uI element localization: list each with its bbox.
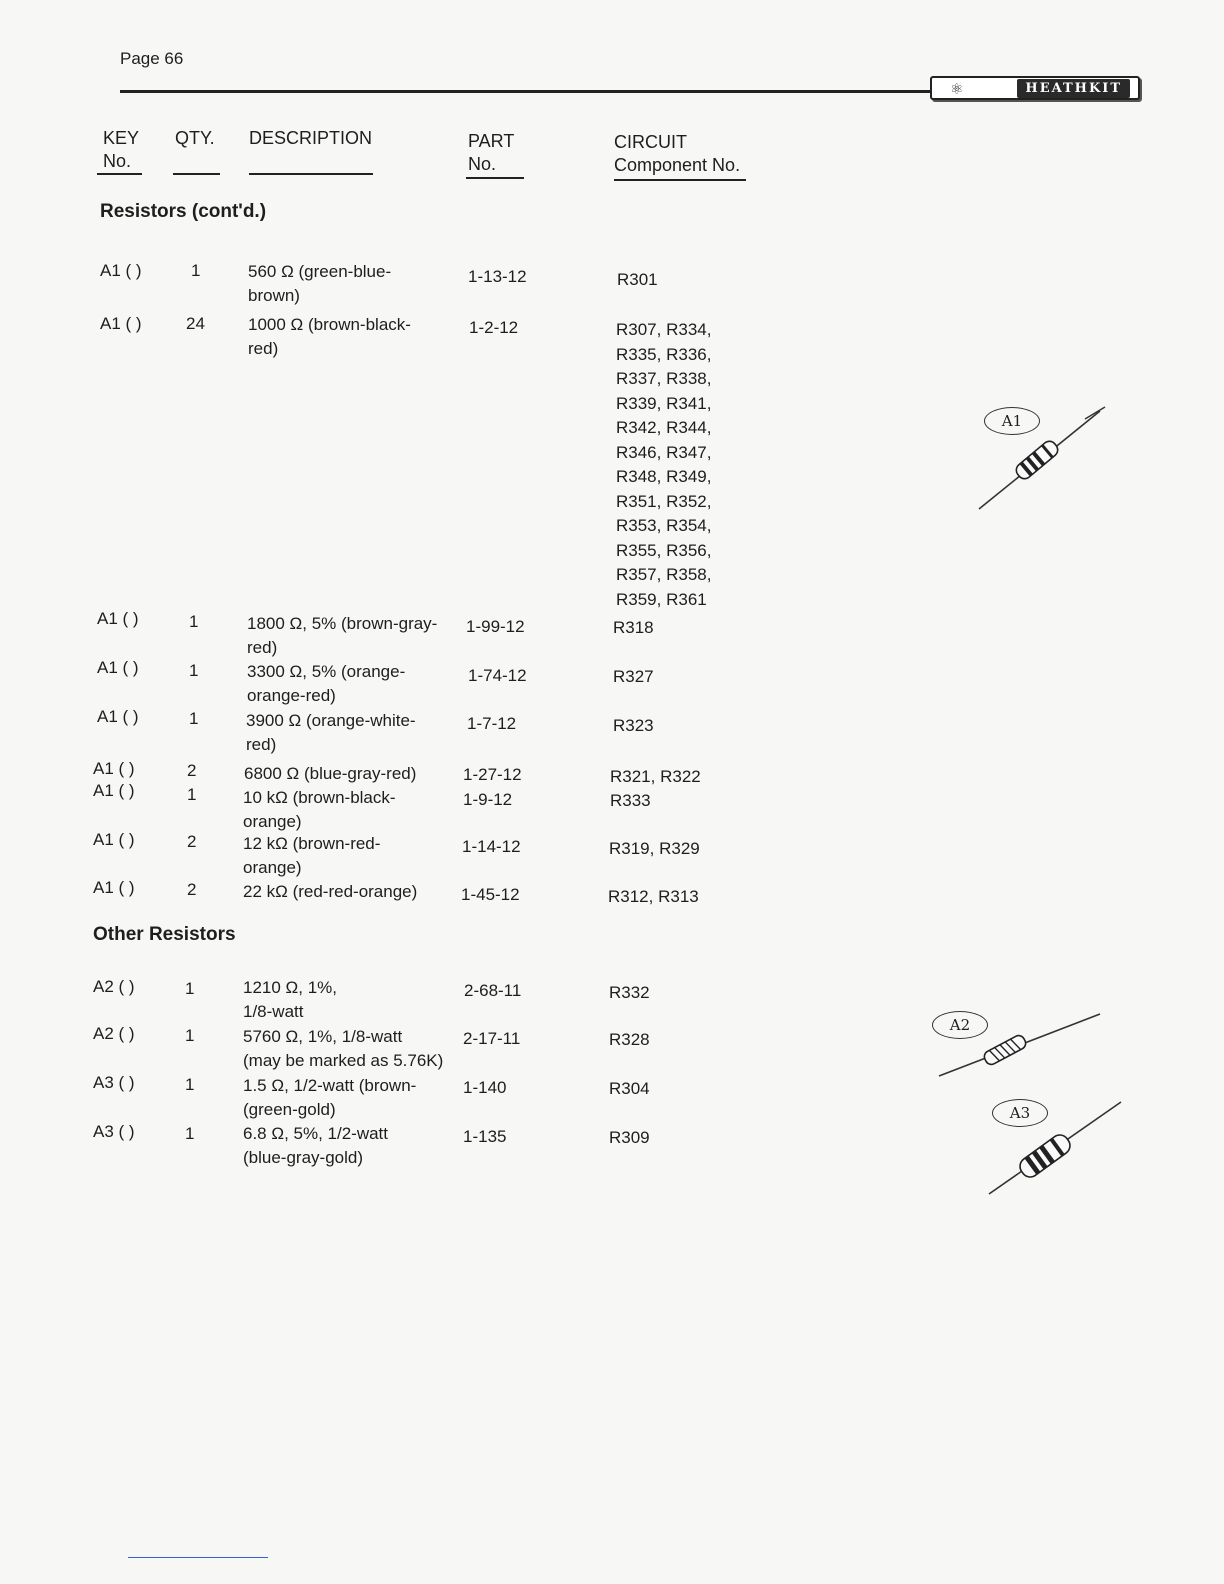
row-circuit: R301 [617, 270, 658, 289]
row-qty: 1 [185, 1124, 195, 1143]
header-qty-underline [173, 173, 220, 175]
row-description: 560 Ω (green-blue- brown) [248, 262, 392, 305]
row-qty: 1 [189, 612, 199, 631]
row-key: A1 ( ) [97, 707, 139, 726]
row-description: 1800 Ω, 5% (brown-gray- red) [247, 614, 438, 657]
row-qty: 1 [187, 785, 197, 804]
row-part: 1-7-12 [467, 714, 517, 733]
row-key: A2 ( ) [93, 977, 135, 996]
row-circuit: R309 [609, 1128, 650, 1147]
callout-a2: A2 [932, 1011, 988, 1039]
callout-a1: A1 [984, 407, 1040, 435]
row-key: A1 ( ) [97, 609, 139, 628]
header-qty: QTY. [175, 128, 215, 148]
row-circuit: R312, R313 [608, 887, 699, 906]
callout-a3: A3 [992, 1099, 1048, 1127]
row-circuit: R304 [609, 1079, 650, 1098]
row-key: A1 ( ) [93, 781, 135, 800]
row-part: 2-17-11 [463, 1029, 521, 1048]
row-key: A1 ( ) [97, 658, 139, 677]
header-description: DESCRIPTION [249, 128, 373, 148]
resistor-a3-illustration [985, 1098, 1125, 1198]
row-part: 1-74-12 [468, 666, 527, 685]
row-description: 6.8 Ω, 5%, 1/2-watt (blue-gray-gold) [243, 1124, 388, 1167]
row-qty: 2 [187, 832, 197, 851]
row-part: 1-99-12 [466, 617, 525, 636]
row-key: A3 ( ) [93, 1073, 135, 1092]
section-title-resistors: Resistors (cont'd.) [100, 201, 267, 222]
row-description: 22 kΩ (red-red-orange) [243, 882, 418, 901]
row-circuit: R332 [609, 983, 650, 1002]
row-part: 1-140 [463, 1078, 507, 1097]
row-description: 1210 Ω, 1%, 1/8-watt [243, 978, 337, 1021]
row-description: 3300 Ω, 5% (orange- orange-red) [247, 662, 406, 705]
row-part: 1-9-12 [463, 790, 513, 809]
row-key: A1 ( ) [100, 314, 142, 333]
row-description: 6800 Ω (blue-gray-red) [244, 764, 417, 783]
header-circuit-underline [614, 179, 746, 181]
row-key: A3 ( ) [93, 1122, 135, 1141]
row-part: 1-135 [463, 1127, 507, 1146]
row-circuit: R333 [610, 791, 651, 810]
brand-name: HEATHKIT [1017, 79, 1130, 98]
heathkit-logo [930, 76, 1140, 100]
section-title-other: Other Resistors [93, 924, 236, 945]
row-qty: 1 [189, 661, 199, 680]
row-key: A1 ( ) [93, 759, 135, 778]
resistor-a2-illustration [935, 1010, 1105, 1080]
row-key: A2 ( ) [93, 1024, 135, 1043]
row-circuit: R318 [613, 618, 654, 637]
row-circuit: R323 [613, 716, 654, 735]
row-description: 10 kΩ (brown-black- orange) [243, 788, 396, 831]
header-circuit: CIRCUIT Component No. [614, 132, 741, 175]
row-description: 1000 Ω (brown-black- red) [248, 315, 411, 358]
row-part: 1-13-12 [468, 267, 527, 286]
footer-line [128, 1557, 268, 1558]
row-circuit: R307, R334, R335, R336, R337, R338, R339, R341, R342, R344, R346, R347, R348, R349, R351, R352, R353, R354, R355, R356, R357, R358, R359, R361 [616, 320, 712, 609]
row-part: 1-2-12 [469, 318, 519, 337]
row-part: 1-14-12 [462, 837, 521, 856]
header-key: KEY No. [103, 128, 140, 171]
row-circuit: R327 [613, 667, 654, 686]
header-key-underline [97, 173, 142, 175]
row-part: 1-27-12 [463, 765, 522, 784]
header-description-underline [249, 173, 373, 175]
row-key: A1 ( ) [93, 830, 135, 849]
row-qty: 1 [185, 1075, 195, 1094]
row-part: 2-68-11 [464, 981, 522, 1000]
atom-icon: ⚛ [950, 81, 964, 98]
row-description: 5760 Ω, 1%, 1/8-watt (may be marked as 5.76K) [243, 1027, 444, 1070]
row-qty: 1 [191, 261, 201, 280]
row-circuit: R328 [609, 1030, 650, 1049]
row-qty: 2 [187, 761, 197, 780]
row-qty: 1 [189, 709, 199, 728]
row-key: A1 ( ) [93, 878, 135, 897]
row-key: A1 ( ) [100, 261, 142, 280]
row-description: 12 kΩ (brown-red- orange) [243, 834, 381, 877]
row-qty: 2 [187, 880, 197, 899]
row-part: 1-45-12 [461, 885, 520, 904]
header-part: PART No. [468, 131, 515, 174]
page-number: Page 66 [120, 49, 184, 68]
row-qty: 24 [186, 314, 205, 333]
row-qty: 1 [185, 979, 195, 998]
row-description: 1.5 Ω, 1/2-watt (brown- (green-gold) [243, 1076, 417, 1119]
row-qty: 1 [185, 1026, 195, 1045]
row-description: 3900 Ω (orange-white- red) [246, 711, 416, 754]
row-circuit: R319, R329 [609, 839, 700, 858]
header-part-underline [466, 177, 524, 179]
header-rule [120, 90, 950, 93]
row-circuit: R321, R322 [610, 767, 701, 786]
resistor-a1-illustration [975, 405, 1115, 515]
